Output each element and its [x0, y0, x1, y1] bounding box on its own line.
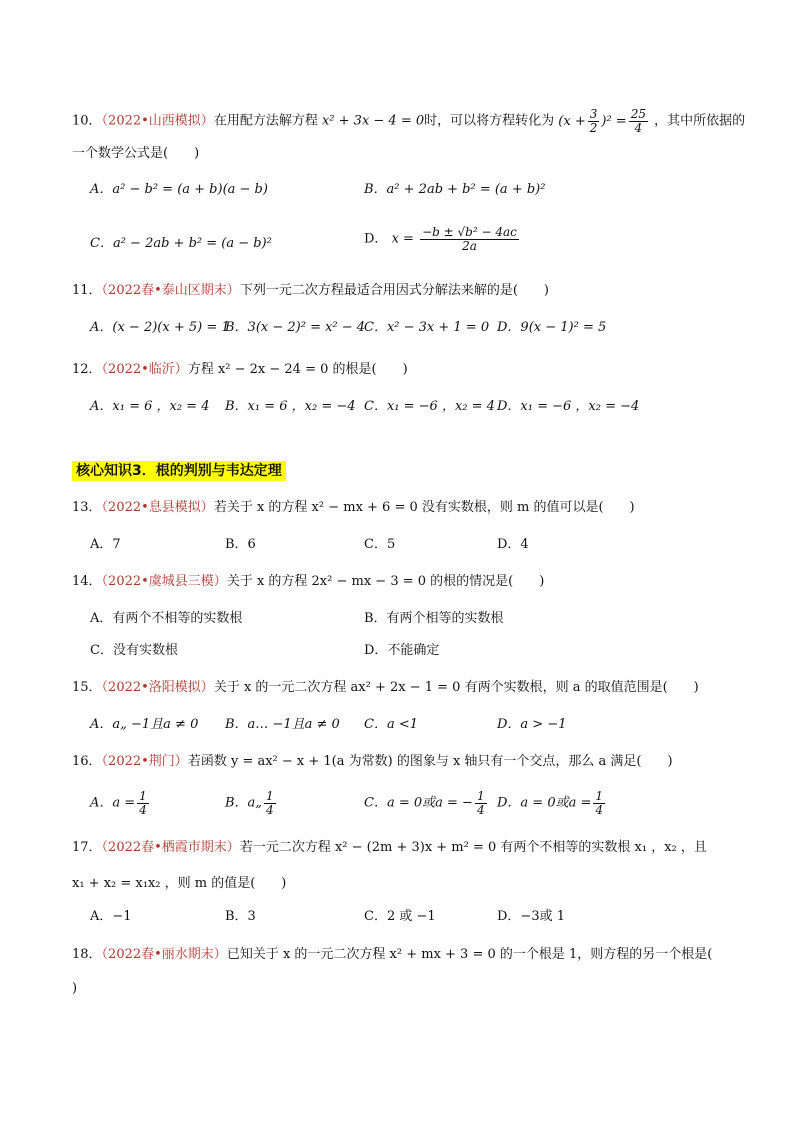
- q17-option-c[interactable]: C．2 或 −1: [364, 909, 436, 924]
- q12-option-b[interactable]: B．x₁ = 6 ，x₂ = −4: [225, 399, 356, 414]
- q12-option-a[interactable]: A．x₁ = 6 ，x₂ = 4: [90, 399, 210, 414]
- q10-option-a[interactable]: A．a² − b² = (a + b)(a − b): [90, 182, 268, 197]
- question-12-stem: 12．（2022•临沂）方程 x² − 2x − 24 = 0 的根是( ): [72, 362, 408, 377]
- q13-option-c[interactable]: C．5: [364, 537, 396, 552]
- question-source: （2022•临沂）: [101, 362, 188, 377]
- q11-option-c[interactable]: C．x² − 3x + 1 = 0: [364, 320, 490, 335]
- question-15-stem: 15．（2022•洛阳模拟）关于 x 的一元二次方程 ax² + 2x − 1 = 0 有两个实数根，则 a 的取值范围是( ): [72, 680, 699, 695]
- question-17-line2: x₁ + x₂ = x₁x₂ ，则 m 的值是( ): [72, 876, 287, 891]
- question-source: （2022•虞城县三模）: [101, 574, 227, 589]
- q10-option-c[interactable]: C．a² − 2ab + b² = (a − b)²: [90, 236, 272, 251]
- section-heading: 核心知识3．根的判别与韦达定理: [72, 461, 286, 481]
- question-14-stem: 14．（2022•虞城县三模）关于 x 的方程 2x² − mx − 3 = 0 的根的情况是( ): [72, 574, 545, 589]
- q12-option-c[interactable]: C．x₁ = −6 ，x₂ = 4: [364, 399, 495, 414]
- q14-option-b[interactable]: B．有两个相等的实数根: [364, 611, 504, 626]
- question-16-stem: 16．（2022•荆门）若函数 y = ax² − x + 1(a 为常数) 的图象与 x 轴只有一个交点，那么 a 满足( ): [72, 754, 673, 769]
- q13-option-b[interactable]: B．6: [225, 537, 256, 552]
- q17-option-a[interactable]: A．−1: [90, 909, 132, 924]
- question-18-line2: ): [72, 981, 78, 996]
- question-source: （2022•洛阳模拟）: [101, 680, 214, 695]
- q17-option-b[interactable]: B．3: [225, 909, 256, 924]
- q16-option-a[interactable]: A．a = $\frac{1}{4}$: [90, 789, 147, 817]
- q10-option-d[interactable]: D． x = $\frac{\text{−b ± √b² − 4ac}}{2a}$: [364, 225, 517, 253]
- transform-expression: (x + $\frac{3}{2}$ )² = $\frac{25}{4}$: [558, 107, 646, 135]
- question-17-stem: 17．（2022春•栖霞市期末）若一元二次方程 x² − (2m + 3)x + m² = 0 有两个不相等的实数根 x₁ ，x₂ ，且: [72, 840, 707, 855]
- q14-option-a[interactable]: A．有两个不相等的实数根: [90, 611, 243, 626]
- q15-option-c[interactable]: C．a <1: [364, 717, 418, 732]
- q11-option-b[interactable]: B．3(x − 2)² = x² − 4: [225, 320, 366, 335]
- question-18-stem: 18．（2022春•丽水期末）已知关于 x 的一元二次方程 x² + mx + 3 = 0 的一个根是 1，则方程的另一个根是(: [72, 947, 713, 962]
- q17-option-d[interactable]: D．−3或 1: [497, 909, 565, 924]
- quadratic-formula: $\frac{\text{−b ± √b² − 4ac}}{2a}$: [422, 225, 517, 253]
- q15-option-b[interactable]: B．a… −1且a ≠ 0: [225, 717, 340, 732]
- q13-option-a[interactable]: A．7: [90, 537, 121, 552]
- q14-option-d[interactable]: D．不能确定: [364, 643, 440, 658]
- q12-option-d[interactable]: D．x₁ = −6 ，x₂ = −4: [497, 399, 640, 414]
- question-source: （2022春•栖霞市期末）: [101, 840, 240, 855]
- q13-option-d[interactable]: D．4: [497, 537, 529, 552]
- q16-option-c[interactable]: C．a = 0或a = − $\frac{1}{4}$: [364, 789, 485, 817]
- q14-option-c[interactable]: C．没有实数根: [90, 643, 178, 658]
- question-10-stem: 10．（2022•山西模拟）在用配方法解方程 x² + 3x − 4 = 0时，可以将方程转化为 (x + $\frac{3}{2}$ )² = $\frac{25}{4}$ ，其中所依据的: [72, 107, 746, 135]
- fraction-3-2: $\frac{3}{2}$: [589, 107, 598, 135]
- q15-option-a[interactable]: A．a„ −1且a ≠ 0: [90, 717, 199, 732]
- q10-option-b[interactable]: B．a² + 2ab + b² = (a + b)²: [364, 182, 546, 197]
- q16-option-b[interactable]: B．a„ $\frac{1}{4}$: [225, 789, 274, 817]
- question-11-stem: 11．（2022春•泰山区期末）下列一元二次方程最适合用因式分解法来解的是( ): [72, 283, 549, 298]
- question-source: （2022春•泰山区期末）: [101, 283, 240, 298]
- q11-option-a[interactable]: A．(x − 2)(x + 5) = 1: [90, 320, 230, 335]
- question-source: （2022•荆门）: [101, 754, 188, 769]
- q16-option-d[interactable]: D．a = 0或a = $\frac{1}{4}$: [497, 789, 604, 817]
- q11-option-d[interactable]: D．9(x − 1)² = 5: [497, 320, 607, 335]
- q15-option-d[interactable]: D．a > −1: [497, 717, 567, 732]
- fraction-25-4: $\frac{25}{4}$: [630, 107, 646, 135]
- question-source: （2022春•丽水期末）: [101, 947, 227, 962]
- question-source: （2022•山西模拟）: [101, 113, 214, 129]
- question-13-stem: 13．（2022•息县模拟）若关于 x 的方程 x² − mx + 6 = 0 没有实数根，则 m 的值可以是( ): [72, 500, 635, 515]
- question-source: （2022•息县模拟）: [101, 500, 214, 515]
- question-10-line2: 一个数学公式是( ): [72, 146, 200, 161]
